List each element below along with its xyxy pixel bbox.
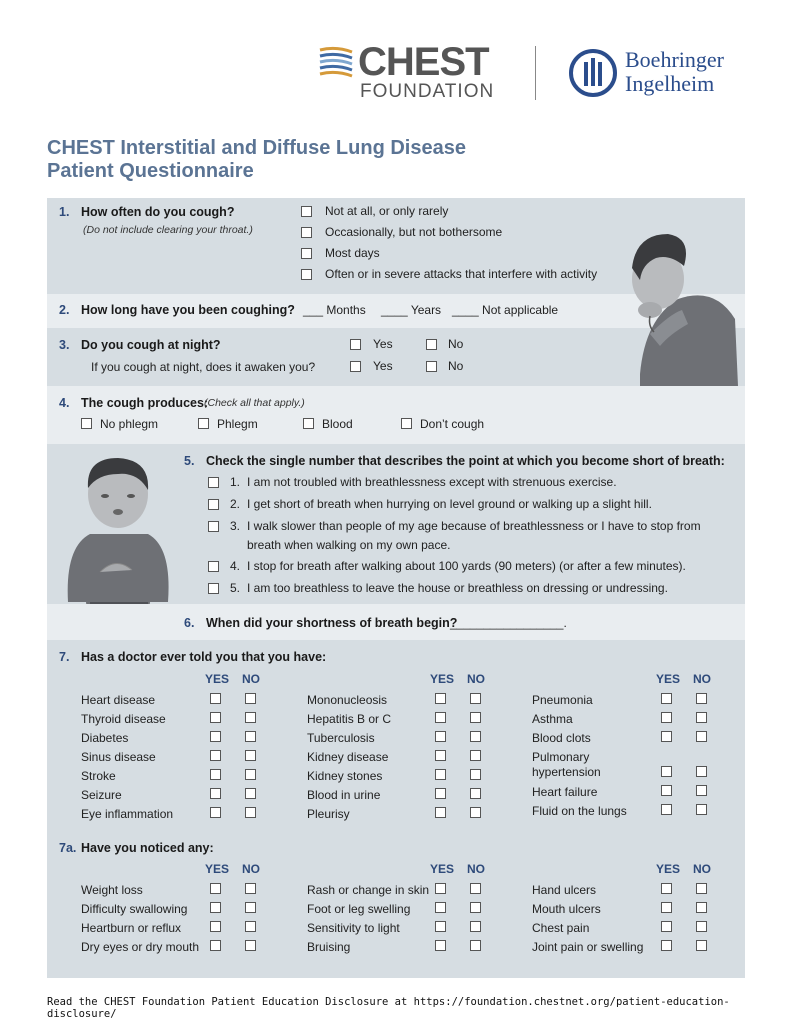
q5-option-label: I am too breathless to leave the house or breathless on dressing or undressing. xyxy=(247,581,668,595)
q7-condition: Kidney disease xyxy=(307,750,389,764)
q7a-no-checkbox[interactable] xyxy=(245,921,256,932)
q4-option-checkbox[interactable] xyxy=(303,418,314,429)
q7-condition: Pulmonary xyxy=(532,750,590,764)
q7a-no-checkbox[interactable] xyxy=(245,902,256,913)
q7-question: Has a doctor ever told you that you have: xyxy=(81,650,327,664)
q7-yes-checkbox[interactable] xyxy=(435,731,446,742)
q5-option-label: I am not troubled with breathlessness except with strenuous exercise. xyxy=(247,475,617,489)
page-title-line2: Patient Questionnaire xyxy=(47,160,254,182)
q3-awaken-no-checkbox[interactable] xyxy=(426,361,437,372)
q5-option-number: 5. xyxy=(230,581,241,595)
q7-no-checkbox[interactable] xyxy=(245,750,256,761)
q7-number: 7. xyxy=(59,650,70,664)
q5-option-label: I walk slower than people of my age because of breathlessness or I have to stop from xyxy=(247,519,701,533)
q7-no-checkbox[interactable] xyxy=(245,693,256,704)
q1-question: How often do you cough? xyxy=(81,205,235,219)
q1-option-checkbox[interactable] xyxy=(301,206,312,217)
q7-no-checkbox[interactable] xyxy=(696,712,707,723)
q7-condition: Pneumonia xyxy=(532,693,593,707)
q7-no-checkbox[interactable] xyxy=(696,731,707,742)
chest-logo-sub: FOUNDATION xyxy=(360,81,495,102)
q7-yes-checkbox[interactable] xyxy=(435,788,446,799)
q7a-number: 7a. xyxy=(59,841,77,855)
q7-yes-checkbox[interactable] xyxy=(210,807,221,818)
q7a-no-checkbox[interactable] xyxy=(470,940,481,951)
q7-yes-checkbox[interactable] xyxy=(661,731,672,742)
q2-years-field[interactable]: ____ Years xyxy=(381,303,442,317)
q1-option-checkbox[interactable] xyxy=(301,269,312,280)
q7a-yes-checkbox[interactable] xyxy=(435,921,446,932)
q7-condition: Kidney stones xyxy=(307,769,383,783)
chest-logo-word: CHEST xyxy=(358,40,489,84)
q5-option-label: I stop for breath after walking about 100 yards (90 meters) (or after a few minutes). xyxy=(247,559,686,573)
q7a-col2-no-header: NO xyxy=(467,862,485,876)
q7-yes-checkbox[interactable] xyxy=(435,807,446,818)
q7a-symptom: Difficulty swallowing xyxy=(81,902,188,916)
q3-no-label: No xyxy=(448,337,464,351)
q7a-question: Have you noticed any: xyxy=(81,841,214,855)
q4-option-label: Blood xyxy=(322,417,353,431)
q7-yes-checkbox[interactable] xyxy=(661,804,672,815)
q7a-symptom: Rash or change in skin xyxy=(307,883,430,897)
q7-no-checkbox[interactable] xyxy=(470,807,481,818)
q7-yes-checkbox[interactable] xyxy=(210,750,221,761)
q5-option-number: 3. xyxy=(230,519,241,533)
q7-col2-yes-header: YES xyxy=(430,672,455,686)
q7-condition: Heart disease xyxy=(81,693,156,707)
q4-option-label: Don’t cough xyxy=(420,417,485,431)
q7-condition: Tuberculosis xyxy=(307,731,375,745)
q7-condition: Hepatitis B or C xyxy=(307,712,392,726)
q7-yes-checkbox[interactable] xyxy=(435,769,446,780)
q7a-symptom: Mouth ulcers xyxy=(532,902,601,916)
q7a-symptom: Weight loss xyxy=(81,883,143,897)
q1-option-label: Most days xyxy=(325,246,380,260)
q7-no-checkbox[interactable] xyxy=(245,712,256,723)
q5-option-checkbox[interactable] xyxy=(208,561,219,572)
q1-option-label: Occasionally, but not bothersome xyxy=(325,225,503,239)
q7-condition: Mononucleosis xyxy=(307,693,388,707)
bi-line1: Boehringer xyxy=(625,47,724,72)
q4-number: 4. xyxy=(59,396,70,410)
footer-disclosure: Read the CHEST Foundation Patient Education Disclosure at https://foundation.chestnet.org/patient-education-disclosure/ xyxy=(47,996,730,1020)
q1-note: (Do not include clearing your throat.) xyxy=(83,224,253,236)
q7a-no-checkbox[interactable] xyxy=(470,902,481,913)
q7-no-checkbox[interactable] xyxy=(245,769,256,780)
q7-condition: Sinus disease xyxy=(81,750,156,764)
q7a-symptom: Heartburn or reflux xyxy=(81,921,182,935)
q6-number: 6. xyxy=(184,616,195,630)
q3-no-checkbox[interactable] xyxy=(426,339,437,350)
q3-awaken-yes-checkbox[interactable] xyxy=(350,361,361,372)
q7a-col1-no-header: NO xyxy=(242,862,260,876)
q1-number: 1. xyxy=(59,205,70,219)
q4-option-checkbox[interactable] xyxy=(198,418,209,429)
q7-condition: Fluid on the lungs xyxy=(532,804,627,818)
q7-condition: Seizure xyxy=(81,788,122,802)
q7-yes-checkbox[interactable] xyxy=(661,693,672,704)
q3-subquestion: If you cough at night, does it awaken you? xyxy=(91,360,316,374)
q7a-col2-yes-header: YES xyxy=(430,862,455,876)
q7a-col1-yes-header: YES xyxy=(205,862,230,876)
q7-no-checkbox[interactable] xyxy=(470,693,481,704)
q7-yes-checkbox[interactable] xyxy=(435,750,446,761)
q5-option-checkbox[interactable] xyxy=(208,499,219,510)
boehringer-logo-icon xyxy=(568,48,618,98)
q7-condition: Heart failure xyxy=(532,785,598,799)
q7a-no-checkbox[interactable] xyxy=(245,940,256,951)
q7-no-checkbox[interactable] xyxy=(696,804,707,815)
q5-option-checkbox[interactable] xyxy=(208,521,219,532)
q7-no-checkbox[interactable] xyxy=(696,766,707,777)
boehringer-logo xyxy=(568,45,748,105)
q7a-symptom: Chest pain xyxy=(532,921,590,935)
q7a-yes-checkbox[interactable] xyxy=(661,883,672,894)
q7-col2-no-header: NO xyxy=(467,672,485,686)
logo-divider xyxy=(535,46,536,100)
q4-option-checkbox[interactable] xyxy=(401,418,412,429)
q7-condition: Eye inflammation xyxy=(81,807,174,821)
q7-condition: Stroke xyxy=(81,769,116,783)
q7a-symptom: Dry eyes or dry mouth xyxy=(81,940,200,954)
q7-no-checkbox[interactable] xyxy=(245,788,256,799)
q7a-symptom: Joint pain or swelling xyxy=(532,940,644,954)
q4-option-label: Phlegm xyxy=(217,417,258,431)
q7-yes-checkbox[interactable] xyxy=(435,693,446,704)
q7-no-checkbox[interactable] xyxy=(470,769,481,780)
q7a-no-checkbox[interactable] xyxy=(245,883,256,894)
q7a-no-checkbox[interactable] xyxy=(470,883,481,894)
q7-yes-checkbox[interactable] xyxy=(435,712,446,723)
q7-no-checkbox[interactable] xyxy=(696,693,707,704)
q7a-symptom: Bruising xyxy=(307,940,351,954)
q5-question: Check the single number that describes the point at which you become short of breath: xyxy=(206,454,725,468)
q7-no-checkbox[interactable] xyxy=(470,712,481,723)
q7a-yes-checkbox[interactable] xyxy=(210,921,221,932)
q7-no-checkbox[interactable] xyxy=(470,788,481,799)
q6-section xyxy=(47,604,745,640)
q4-option-label: No phlegm xyxy=(100,417,159,431)
q7a-yes-checkbox[interactable] xyxy=(435,940,446,951)
coughing-person-illustration xyxy=(620,224,745,386)
q1-option-checkbox[interactable] xyxy=(301,248,312,259)
q5-option-checkbox[interactable] xyxy=(208,477,219,488)
q7a-no-checkbox[interactable] xyxy=(696,883,707,894)
q4-question: The cough produces: xyxy=(81,396,209,410)
q7-yes-checkbox[interactable] xyxy=(210,693,221,704)
q7a-no-checkbox[interactable] xyxy=(696,902,707,913)
q7-condition: Thyroid disease xyxy=(81,712,166,726)
q1-option-checkbox[interactable] xyxy=(301,227,312,238)
q3-number: 3. xyxy=(59,338,70,352)
q7-col1-no-header: NO xyxy=(242,672,260,686)
q4-note: (Check all that apply.) xyxy=(204,397,305,409)
q7a-no-checkbox[interactable] xyxy=(696,940,707,951)
q3-question: Do you cough at night? xyxy=(81,338,221,352)
q7-yes-checkbox[interactable] xyxy=(210,788,221,799)
q7-no-checkbox[interactable] xyxy=(470,731,481,742)
q7-condition: Pleurisy xyxy=(307,807,350,821)
q7-condition-cont: hypertension xyxy=(532,765,601,779)
q7a-symptom: Sensitivity to light xyxy=(307,921,400,935)
q7-condition: Blood in urine xyxy=(307,788,381,802)
page-title-line1: CHEST Interstitial and Diffuse Lung Disease xyxy=(47,137,466,159)
q5-option-label: I get short of breath when hurrying on level ground or walking up a slight hill. xyxy=(247,497,652,511)
q7-condition: Asthma xyxy=(532,712,573,726)
q3-yes-label: Yes xyxy=(373,337,393,351)
q5-option-label-cont: breath when walking on my own pace. xyxy=(247,538,451,552)
q4-section xyxy=(47,386,745,444)
q7a-yes-checkbox[interactable] xyxy=(661,940,672,951)
q7-col3-no-header: NO xyxy=(693,672,711,686)
q7-no-checkbox[interactable] xyxy=(470,750,481,761)
q2-number: 2. xyxy=(59,303,70,317)
q7-condition: Blood clots xyxy=(532,731,591,745)
q5-number: 5. xyxy=(184,454,195,468)
q6-answer-field[interactable]: _________________. xyxy=(450,616,567,630)
q7a-yes-checkbox[interactable] xyxy=(210,902,221,913)
q7-no-checkbox[interactable] xyxy=(245,731,256,742)
q4-option-checkbox[interactable] xyxy=(81,418,92,429)
q7-yes-checkbox[interactable] xyxy=(661,712,672,723)
q7a-yes-checkbox[interactable] xyxy=(210,940,221,951)
bi-line2: Ingelheim xyxy=(625,71,715,96)
q2-months-field[interactable]: ___ Months xyxy=(303,303,366,317)
q7-condition: Diabetes xyxy=(81,731,129,745)
q7a-no-checkbox[interactable] xyxy=(696,921,707,932)
q5-option-number: 1. xyxy=(230,475,241,489)
q1-option-label: Often or in severe attacks that interfere with activity xyxy=(325,267,598,281)
q7a-yes-checkbox[interactable] xyxy=(435,883,446,894)
q7-yes-checkbox[interactable] xyxy=(661,785,672,796)
q1-option-label: Not at all, or only rarely xyxy=(325,204,449,218)
q7a-col3-no-header: NO xyxy=(693,862,711,876)
q7-section xyxy=(47,640,745,978)
q7a-yes-checkbox[interactable] xyxy=(661,921,672,932)
q2-question: How long have you been coughing? xyxy=(81,303,295,317)
q7a-symptom: Hand ulcers xyxy=(532,883,597,897)
q7-no-checkbox[interactable] xyxy=(696,785,707,796)
q7a-symptom: Foot or leg swelling xyxy=(307,902,411,916)
q7-yes-checkbox[interactable] xyxy=(661,766,672,777)
q3-yes-checkbox[interactable] xyxy=(350,339,361,350)
q5-option-number: 4. xyxy=(230,559,241,573)
q7a-col3-yes-header: YES xyxy=(656,862,681,876)
q7-yes-checkbox[interactable] xyxy=(210,712,221,723)
q5-option-number: 2. xyxy=(230,497,241,511)
q7-yes-checkbox[interactable] xyxy=(210,769,221,780)
q5-option-checkbox[interactable] xyxy=(208,583,219,594)
q6-question: When did your shortness of breath begin? xyxy=(206,616,458,630)
q7a-yes-checkbox[interactable] xyxy=(661,902,672,913)
q2-not-applicable-field[interactable]: ____ Not applicable xyxy=(452,303,559,317)
q3-awaken-yes-label: Yes xyxy=(373,359,393,373)
q7a-yes-checkbox[interactable] xyxy=(210,883,221,894)
q3-awaken-no-label: No xyxy=(448,359,464,373)
q7a-no-checkbox[interactable] xyxy=(470,921,481,932)
q7a-yes-checkbox[interactable] xyxy=(435,902,446,913)
chest-foundation-logo xyxy=(318,40,518,104)
chest-logo-icon xyxy=(318,46,354,82)
q7-col1-yes-header: YES xyxy=(205,672,230,686)
q7-yes-checkbox[interactable] xyxy=(210,731,221,742)
q7-no-checkbox[interactable] xyxy=(245,807,256,818)
q7-col3-yes-header: YES xyxy=(656,672,681,686)
